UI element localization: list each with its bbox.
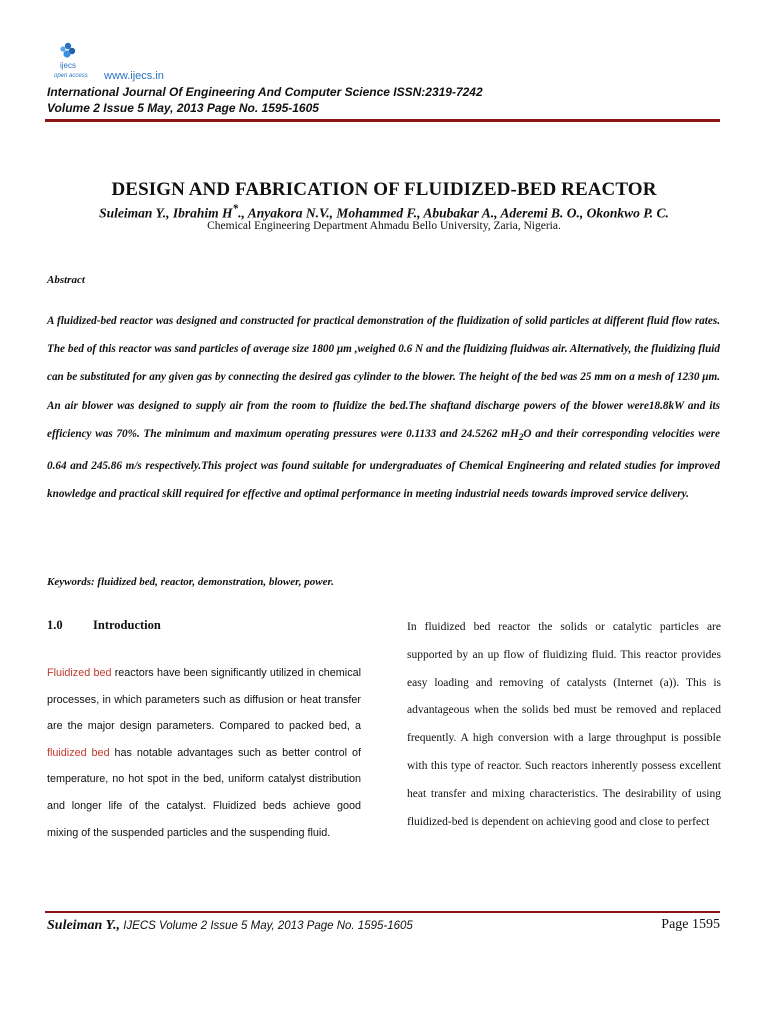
authors-rest: ., Anyakora N.V., Mohammed F., Abubakar A., Aderemi B. O., Okonkwo P. C.	[238, 205, 669, 221]
intro-left-text1: reactors have been significantly utilized in chemical processes, in which parameters such as diffusion or heat transfer are the major design parameters. Compared to packed bed, a	[47, 667, 361, 733]
keywords: Keywords: fluidized bed, reactor, demonstration, blower, power.	[47, 576, 334, 588]
intro-right-column: In fluidized bed reactor the solids or catalytic particles are supported by an up flow of fluidizing fluid. This reactor provides easy loading and removing of catalysts (Internet (a)). This is advantageous when the solids bed must be removed and replaced frequently. A high conversion with a large throughput is possible with this type of reactor. Such reactors inherently possess excellent heat transfer and mixing characteristics. The desirability of using fluidized-bed is dependent on achieving good and close to perfect	[407, 621, 721, 828]
footer-citation-text: IJECS Volume 2 Issue 5 May, 2013 Page No. 1595-1605	[120, 920, 413, 932]
ijecs-logo-icon	[52, 40, 100, 82]
abstract-text-part2: O and their corresponding velocities were 0.64 and 245.86 m/s respectively.This project was found suitable for undergraduates of Chemical Engineering and related studies for improved knowledge and practical skill required for effective and optimal performance in meeting industrial needs towards improved service delivery.	[47, 427, 721, 501]
page-number: Page 1595	[661, 917, 720, 932]
abstract-heading: Abstract	[47, 274, 85, 286]
journal-name: International Journal Of Engineering And Computer Science ISSN:2319-7242	[47, 85, 483, 99]
header-divider	[45, 119, 720, 122]
fluidized-bed-link[interactable]: Fluidized bed	[47, 667, 112, 679]
section-number: 1.0	[47, 618, 63, 632]
footer-author: Suleiman Y.,	[47, 918, 121, 933]
affiliation: Chemical Engineering Department Ahmadu Bello University, Zaria, Nigeria.	[207, 220, 561, 232]
footer-citation	[47, 918, 413, 934]
paper-title: DESIGN AND FABRICATION OF FLUIDIZED-BED REACTOR	[111, 179, 657, 200]
corresponding-author-mark: *	[232, 203, 239, 215]
footer-divider	[45, 911, 720, 913]
authors-lead: Suleiman Y., Ibrahim H	[99, 205, 233, 221]
journal-logo	[52, 40, 100, 82]
logo-tagline: open access	[54, 73, 88, 79]
intro-left-text2: has notable advantages such as better control of temperature, no hot spot in the bed, uniform catalyst distribution and longer life of the catalyst. Fluidized beds achieve good mixing of the suspended particles and the suspending fluid.	[47, 746, 361, 839]
issue-info: Volume 2 Issue 5 May, 2013 Page No. 1595-1605	[47, 101, 319, 115]
intro-left-column	[47, 660, 361, 846]
abstract-text-part1: A fluidized-bed reactor was designed and constructed for practical demonstration of the fluidization of solid particles at different fluid flow rates. The bed of this reactor was sand particles of average size 1800 μm ,weighed 0.6 N and the fluidizing fluidwas air. Alternatively, the fluidizing fluid can be substituted for any given gas by connecting the desired gas cylinder to the blower. The height of the bed was 25 mm on a mesh of 1230 μm. An air blower was designed to supply air from the room to fluidize the bed.The shaftand discharge powers of the blower were18.8kW and its efficiency was 70%. The minimum and maximum operating pressures were 0.1133 and 24.5262 mH	[47, 315, 720, 440]
section-title: Introduction	[93, 618, 161, 632]
fluidized-bed-link-2[interactable]: fluidized bed	[47, 746, 110, 759]
abstract-subscript: 2	[518, 433, 524, 444]
author-list	[0, 203, 768, 222]
logo-text: ijecs	[60, 61, 77, 70]
abstract-text	[47, 307, 720, 509]
journal-website-link[interactable]: www.ijecs.in	[104, 70, 164, 82]
